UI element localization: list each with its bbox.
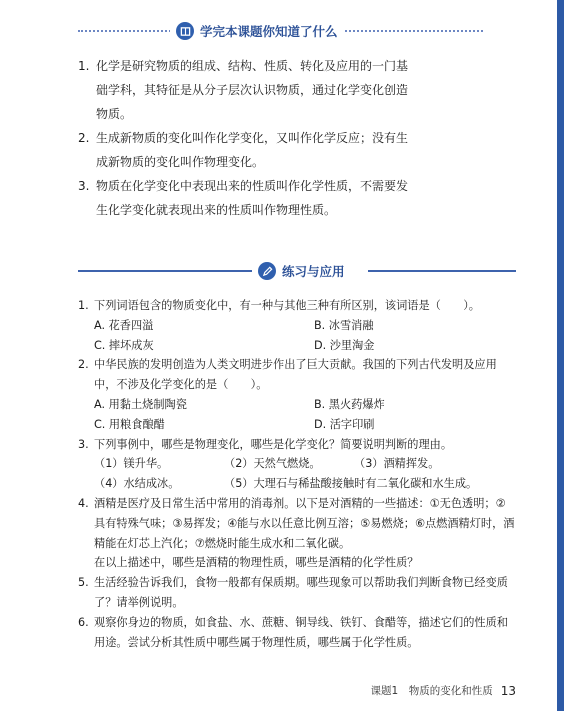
book-icon	[176, 22, 194, 40]
exercise-item	[78, 613, 516, 653]
exercise-item	[78, 435, 516, 494]
sub-item: （1）镁升华。	[94, 457, 169, 471]
item-text: 化学是研究物质的组成、结构、性质、转化及应用的一门基础学科，其特征是从分子层次认识物质，通过化学变化创造物质。	[96, 59, 409, 121]
header-rule-left	[78, 270, 258, 272]
exercise-item	[78, 355, 516, 434]
header-rule-right	[368, 270, 516, 272]
answer-options	[94, 395, 516, 435]
item-number: 3.	[78, 179, 90, 193]
sub-item-row	[94, 454, 516, 474]
summary-header-label	[170, 20, 344, 42]
summary-item	[78, 54, 418, 126]
option: A. 用黏土烧制陶瓷	[94, 397, 187, 411]
footer-chapter: 课题1 物质的变化和性质	[370, 685, 493, 697]
exercise-title: 练习与应用	[282, 264, 345, 279]
exercise-item	[78, 573, 516, 613]
summary-header	[78, 20, 518, 42]
page-edge-stripe	[557, 0, 564, 711]
question-number: 2.	[78, 358, 89, 372]
option: B. 黑火药爆炸	[314, 397, 385, 411]
exercise-header-label	[252, 260, 351, 282]
page-number: 13	[500, 683, 516, 698]
option: D. 沙里淘金	[314, 338, 375, 352]
option: D. 活字印刷	[314, 417, 375, 431]
exercise-item	[78, 494, 516, 573]
question-number: 3.	[78, 437, 89, 451]
sub-item: （3）酒精挥发。	[354, 457, 440, 471]
summary-title: 学完本课题你知道了什么	[200, 24, 338, 39]
question-number: 6.	[78, 615, 89, 629]
question-stem: 下列事例中，哪些是物理变化，哪些是化学变化？简要说明判断的理由。	[94, 437, 453, 451]
question-follow-up: 在以上描述中，哪些是酒精的物理性质，哪些是酒精的化学性质？	[94, 556, 419, 570]
sub-item: （4）水结成冰。	[94, 477, 180, 491]
question-number: 1.	[78, 299, 89, 312]
question-stem: 观察你身边的物质，如食盐、水、蔗糖、铜导线、铁钉、食醋等，描述它们的性质和用途。尝试分析其性质中哪些属于物理性质，哪些属于化学性质。	[94, 615, 508, 649]
option: C. 摔坏成灰	[94, 338, 154, 352]
page-footer	[371, 683, 516, 698]
option: C. 用粮食酿醋	[94, 417, 165, 431]
sub-item: （5）大理石与稀盐酸接触时有二氧化碳和水生成。	[224, 477, 478, 491]
sub-item-row	[94, 474, 516, 494]
exercise-item	[78, 296, 516, 355]
question-number: 5.	[78, 576, 89, 590]
option: A. 花香四溢	[94, 318, 154, 332]
question-number: 4.	[78, 496, 89, 510]
question-stem: 下列词语包含的物质变化中，有一种与其他三种有所区别，该词语是（ ）。	[94, 299, 480, 312]
exercise-header	[78, 260, 518, 282]
answer-options	[94, 316, 516, 356]
summary-item	[78, 174, 418, 222]
item-text: 生成新物质的变化叫作化学变化，又叫作化学反应；没有生成新物质的变化叫作物理变化。	[96, 131, 409, 169]
option: B. 冰雪消融	[314, 318, 374, 332]
header-rule-left	[78, 30, 178, 32]
item-number: 1.	[78, 59, 90, 73]
item-number: 2.	[78, 131, 90, 145]
exercise-list	[78, 296, 516, 652]
summary-item	[78, 126, 418, 174]
question-stem: 酒精是医疗及日常生活中常用的消毒剂。以下是对酒精的一些描述：①无色透明；②具有特殊气味；③易挥发；④能与水以任意比例互溶；⑤易燃烧；⑥点燃酒精灯时，酒精能在灯芯上汽化；⑦燃烧时能生成水和二氧化碳。	[94, 496, 515, 550]
pencil-icon	[258, 262, 276, 280]
question-stem: 生活经验告诉我们，食物一般都有保质期。哪些现象可以帮助我们判断食物已经变质了？请举例说明。	[94, 576, 508, 609]
summary-list	[78, 54, 418, 222]
sub-item: （2）天然气燃烧。	[224, 457, 321, 471]
item-text: 物质在化学变化中表现出来的性质叫作化学性质，不需要发生化学变化就表现出来的性质叫作物理性质。	[96, 179, 409, 217]
question-stem: 中华民族的发明创造为人类文明进步作出了巨大贡献。我国的下列古代发明及应用中，不涉及化学变化的是（ ）。	[94, 358, 497, 392]
